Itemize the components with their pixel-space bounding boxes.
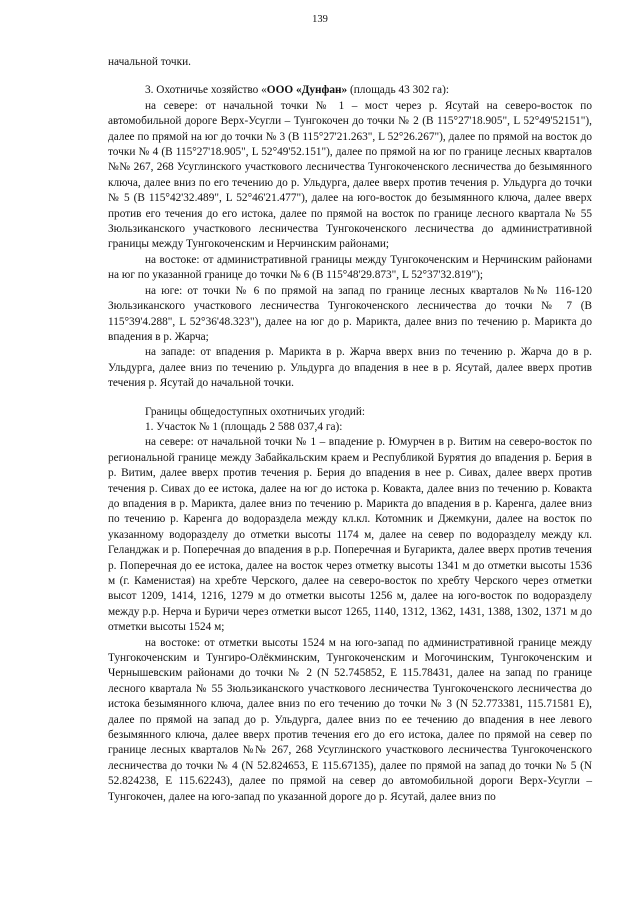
heading-prefix: 3. Охотничье хозяйство « (145, 84, 267, 97)
paragraph-plot-1-north: на севере: от начальной точки № 1 – впадение р. Юмурчен в р. Витим на северо-восток по региональной границе между Забайкальским краем и Республикой Бурятия до впадения р. Берия в р. Витим, далее вверх против течения р. Берия до впадения в нее р. Сивах, далее вверх против течения р. Сивах до ее истока, далее на юг до истока р. Ковакта, далее вниз по течению р. Ковакта до впадения в р. Марикта, далее вниз по течению р. Марикта до впадения в р. Каренга, далее вниз по течению р. Каренга до водораздела между кл.кл. Котомник и Джемкуни, далее на восток по указанному водоразделу до отметки высоты 1174 м, далее на север по водоразделу между кл. Геланджак и р. Поперечная до впадения в р.р. Поперечная и Бугарикта, далее вверх против течения р. Поперечная до ее истока, далее на восток через отметку высоты 1341 м до отметки высоты 1536 м (г. Каменистая) на хребте Черского, далее на северо-восток по хребту Черского через отметки высот 1209, 1414, 1216, 1279 м до отметки высоты 1256 м, далее на юго-восток по водоразделу между р.р. Нерча и Буричи через отметки высот 1265, 1140, 1312, 1362, 1431, 1388, 1302, 1371 м до отметки высоты 1524 м; (108, 436, 592, 634)
document-body (108, 55, 592, 805)
paragraph-west-boundary: на западе: от впадения р. Марикта в р. Жарча вверх вниз по течению р. Жарча до в р. Ульдурга, далее вниз по течению р. Ульдурга до впадения в нее в р. Ясутай, далее вверх против течения р. Ясутай до начальной точки. (108, 346, 592, 390)
section-heading-public-grounds: Границы общедоступных охотничьих угодий: (145, 405, 366, 418)
paragraph-north-boundary: на севере: от начальной точки № 1 – мост через р. Ясутай на северо-восток по автомобильной дороге Верх-Усугли – Тунгокочен до точки № 2 (В 115°27'18.905", L 52°49'52151"), далее по прямой на юг до точки № 3 (В 115°27'21.263", L 52°26.267"), далее по прямой на восток до точки № 4 (В 115°27'18.905", L 52°49'52.151"), далее по прямой на юг по границе лесных кварталов №№ 267, 268 Усуглинского участкового лесничества Тунгокоченского лесничества до безымянного ключа, далее вниз по его течению до р. Ульдурга, далее вверх против течения р. Ульдурга до точки № 5 (В 115°42'32.489", L 52°46'21.477"), далее на юго-восток до безымянного ключа, далее вверх против его течения до его истока, далее по прямой на восток по границе лесного квартала № 55 Зюльзиканского участкового лесничества Тунгокоченского лесничества до административной границы между Тунгокоченским и Нерчинским районами; (108, 99, 592, 251)
heading-suffix: (площадь 43 302 га): (347, 84, 449, 97)
paragraph-continuation: начальной точки. (108, 56, 191, 68)
paragraph-hunting-farm-heading (108, 83, 592, 98)
organization-name: ООО «Дунфан» (266, 84, 348, 97)
paragraph-east-boundary: на востоке: от административной границы между Тунгокоченским и Нерчинским районами на юг по указанной границе до точки № 6 (В 115°48'29.873", L 52°37'32.819"); (108, 253, 592, 282)
paragraph-spacer (108, 392, 592, 405)
paragraph-south-boundary: на юге: от точки № 6 по прямой на запад по границе лесных кварталов №№ 116-120 Зюльзиканского участкового лесничества Тунгокоченского лесничества до точки № 7 (В 115°39'4.288", L 52°36'48.323"), далее на юг до р. Марикта, далее вниз по течению р. Марикта до впадения в р. Жарча; (108, 284, 592, 343)
paragraph-plot-1-east: на востоке: от отметки высоты 1524 м на юго-запад по административной границе между Тунгокоченским и Тунгиро-Олёкминским, Тунгокоченским и Могочинским, Тунгокоченским и Чернышевским районами до точки № 2 (N 52.745852, E 115.78431, далее на запад по границе лесного квартала № 55 Зюльзиканского участкового лесничества Тунгокоченского лесничества до истока безымянного ключа, далее вниз по его течению до точки № 3 (N 52.773381, 115.71581 E), далее по прямой на запад до р. Ульдурга, далее вниз по ее течению до впадения в нее левого безымянного ключа, далее вверх против течения его до его истока, далее по прямой на север по границе лесных кварталов №№ 267, 268 Усуглинского участкового лесничества Тунгокоченского лесничества до точки № 4 (N 52.824653, E 115.67135), далее по прямой на запад до точки № 5 (N 52.824238, E 115.62243), далее по прямой на север до автомобильной дороги Верх-Усугли – Тунгокочен, далее на юго-запад по указанной дороге до р. Ясутай, далее вниз по (108, 636, 592, 803)
paragraph-plot-1-heading: 1. Участок № 1 (площадь 2 588 037,4 га): (145, 420, 343, 433)
paragraph-spacer (108, 70, 592, 83)
page-number: 139 (312, 14, 328, 25)
